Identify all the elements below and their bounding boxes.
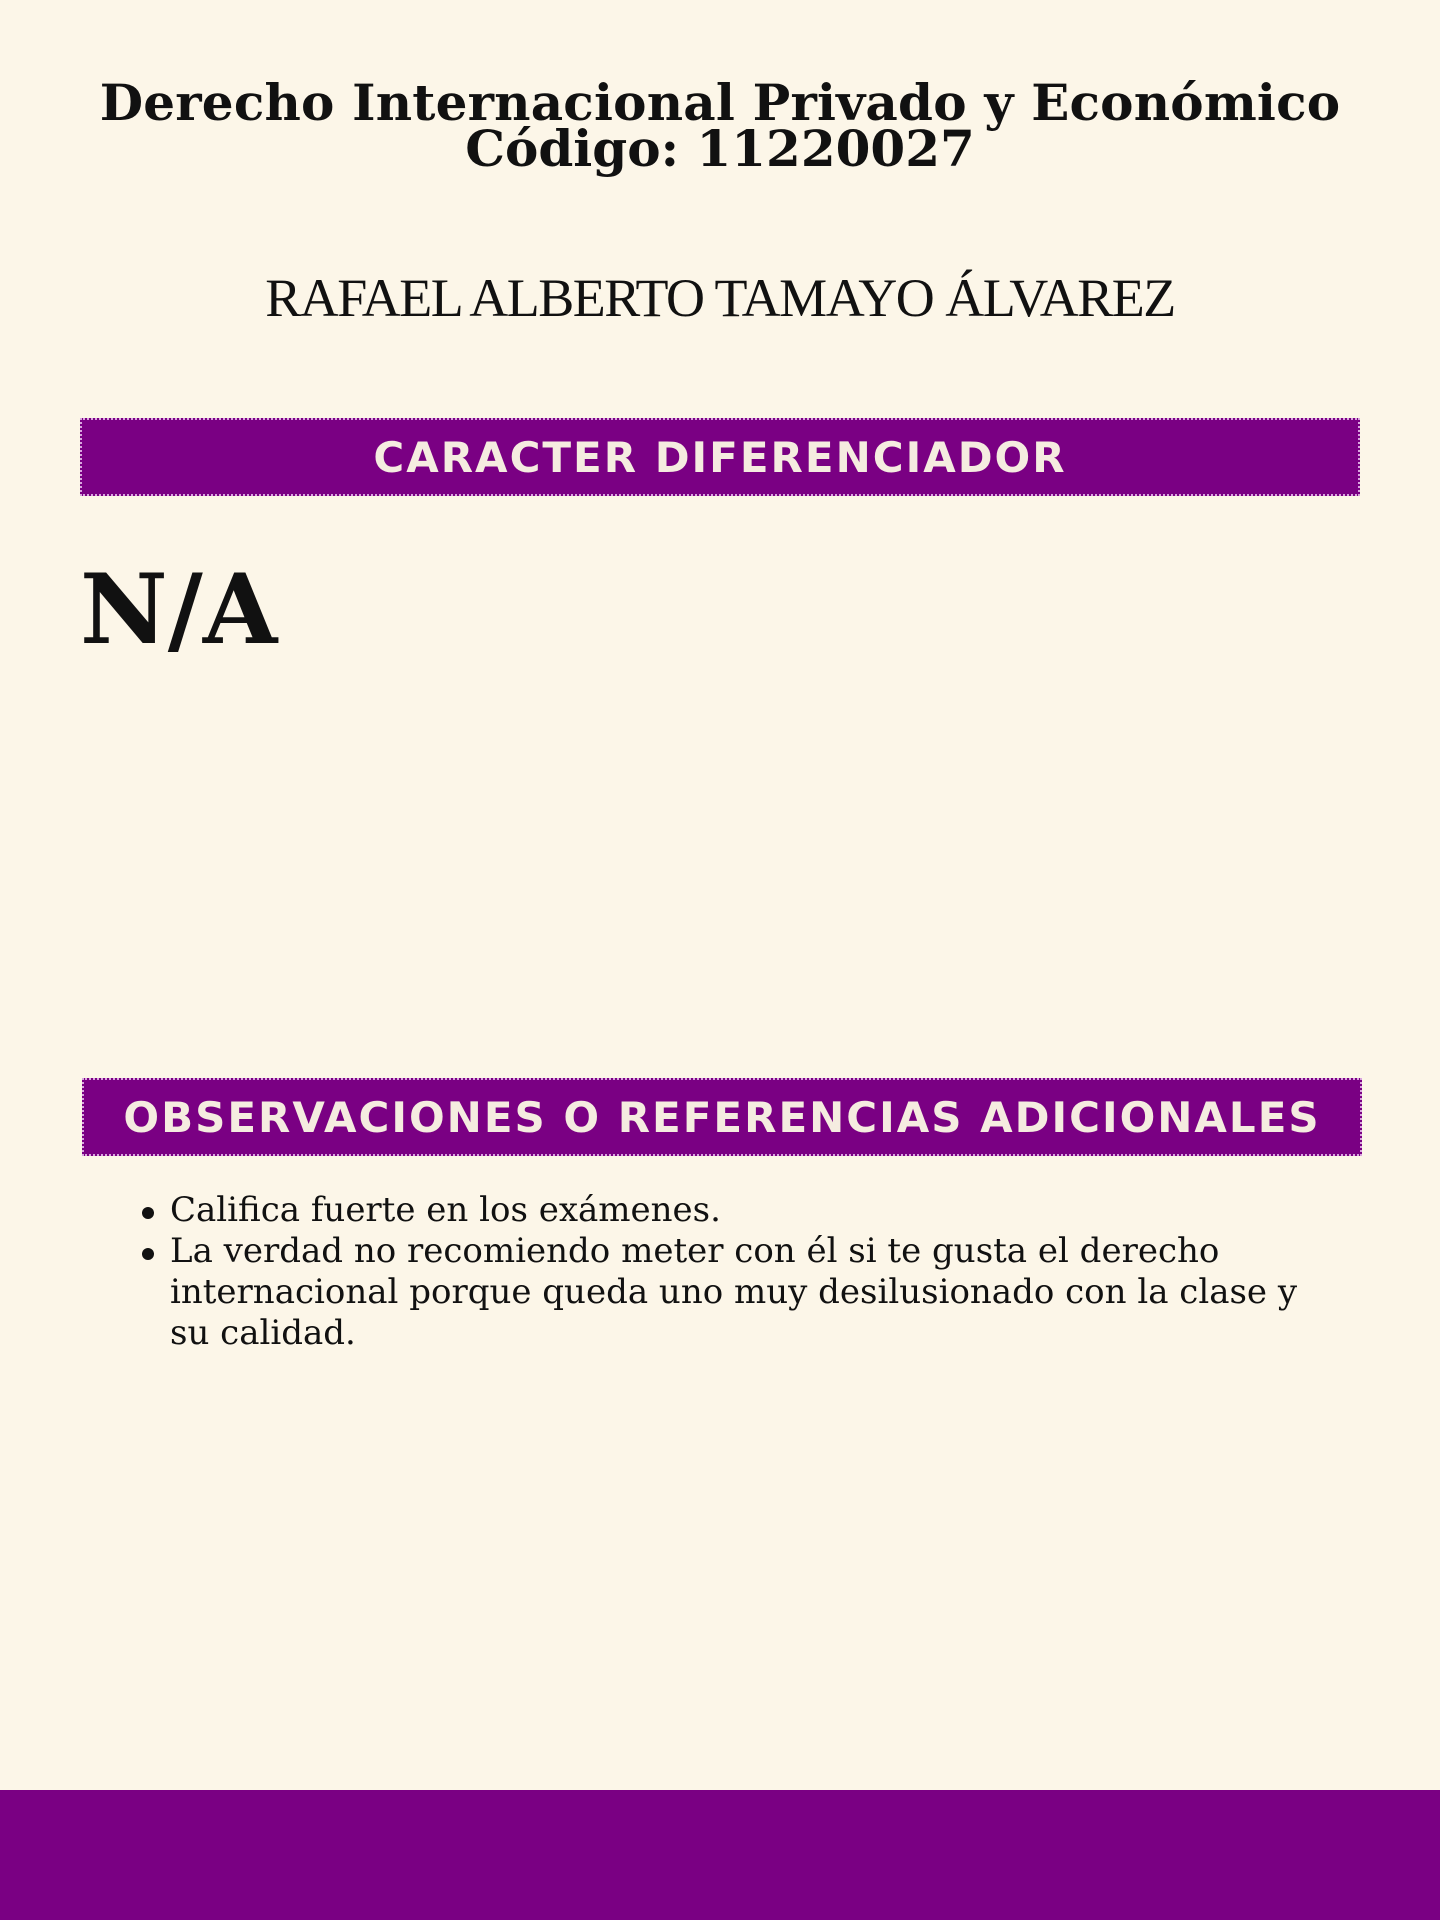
list-item	[140, 1190, 1340, 1231]
observations-list	[140, 1190, 1340, 1354]
observations-banner	[82, 1078, 1362, 1156]
differentiator-value: N/A	[80, 553, 278, 666]
observation-text: Califica fuerte en los exámenes.	[170, 1190, 721, 1230]
differentiator-banner	[80, 418, 1360, 496]
bullet-icon	[142, 1207, 154, 1219]
course-title: Derecho Internacional Privado y Económico	[99, 73, 1341, 132]
course-header	[0, 73, 1440, 178]
professor-name: RAFAEL ALBERTO TAMAYO ÁLVAREZ	[265, 268, 1175, 328]
differentiator-title: CARACTER DIFERENCIADOR	[373, 432, 1067, 482]
bullet-icon	[142, 1248, 154, 1260]
observation-text: La verdad no recomiendo meter con él si te gusta el derecho internacional porque queda uno muy desilusionado con la clase y su calidad.	[170, 1231, 1298, 1353]
course-code: Código: 11220027	[465, 119, 975, 178]
observations-title: OBSERVACIONES O REFERENCIAS ADICIONALES	[123, 1092, 1321, 1142]
footer-band	[0, 1790, 1440, 1920]
list-item	[140, 1231, 1340, 1354]
